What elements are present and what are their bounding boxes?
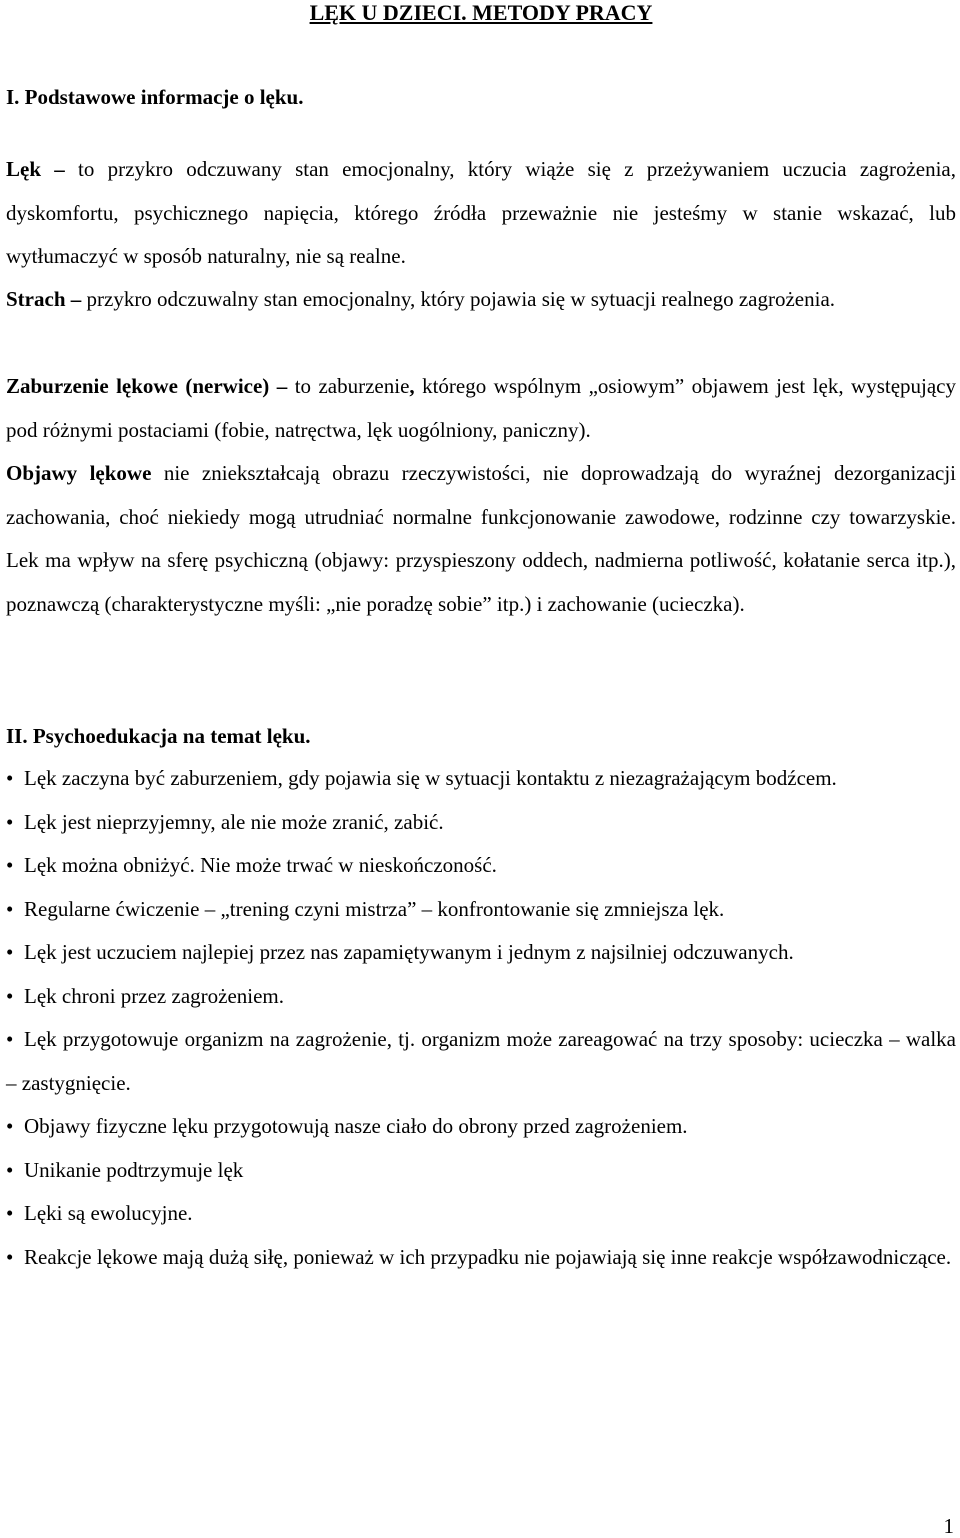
bullet-icon: • (6, 809, 14, 834)
document-title: LĘK U DZIECI. METODY PRACY (309, 0, 653, 25)
bullet-icon: • (6, 1157, 14, 1182)
definition-text: to przykro odczuwany stan emocjonalny, który wiąże się z przeżywaniem uczucia zagrożenia, dyskomfortu, psychicznego napięcia, którego źródła przeważnie nie jesteśmy w stanie wskazać, lub wytłumaczyć w sposób naturalny, nie są realne. (6, 157, 957, 268)
list-item (6, 1018, 956, 1105)
definition-lek (6, 148, 956, 279)
definition-text-before: to zaburzenie (294, 374, 410, 398)
bullet-icon: • (6, 1027, 14, 1051)
list-item (6, 975, 956, 1019)
list-item-text: Lęk jest nieprzyjemny, ale nie może zranić, zabić. (24, 809, 444, 834)
list-item (6, 801, 956, 845)
list-item (6, 931, 956, 975)
definition-objawy-lekowe (6, 452, 956, 626)
definition-text: którego wspólnym „osiowym” objawem jest lęk, występujący pod różnymi postaciami (fobie, natręctwa, lęk uogólniony, paniczny). (6, 374, 956, 442)
list-item-text: Lęk chroni przez zagrożeniem. (24, 983, 285, 1008)
bullet-icon: • (6, 853, 14, 877)
definition-dash (151, 461, 163, 485)
list-item-text: Lęk jest uczuciem najlepiej przez nas zapamiętywanym i jednym z najsilniej odczuwanych. (24, 940, 794, 964)
list-item-text: Lęk można obniżyć. Nie może trwać w nieskończoność. (24, 853, 497, 877)
definition-term: Objawy lękowe (6, 461, 152, 485)
section-heading-psychoeducation: II. Psychoedukacja na temat lęku. (6, 724, 311, 748)
list-item-text: Regularne ćwiczenie – „trening czyni mistrza” – konfrontowanie się zmniejsza lęk. (24, 896, 725, 921)
section-heading-basic-info: I. Podstawowe informacje o lęku. (6, 85, 304, 109)
definition-dash: – (269, 374, 295, 398)
list-item (6, 1192, 956, 1236)
list-item-text: Lęk przygotowuje organizm na zagrożenie, tj. organizm może zareagować na trzy sposoby: ucieczka – walka – zastygnięcie. (6, 1027, 956, 1095)
list-item (6, 1149, 956, 1193)
list-item (6, 757, 956, 801)
definition-text: nie zniekształcają obrazu rzeczywistości, nie doprowadzają do wyraźnej dezorganizacji zachowania, choć niekiedy mogą utrudniać normalne funkcjonowanie zawodowe, rodzinne czy towarzyskie. Lek ma wpływ na sferę psychiczną (objawy: przyspieszony oddech, nadmierna potliwość, kołatanie serca itp.), poznawczą (charakterystyczne myśli: „nie poradzę sobie” itp.) i zachowanie (ucieczka). (6, 461, 957, 616)
list-item-text: Reakcje lękowe mają dużą siłę, ponieważ w ich przypadku nie pojawiają się inne reakcje współzawodniczące. (24, 1244, 952, 1269)
definition-strach (6, 278, 956, 322)
psychoeducation-list (6, 757, 956, 1279)
definition-term: Lęk (6, 157, 42, 181)
list-item-text: Lęk zaczyna być zaburzeniem, gdy pojawia się w sytuacji kontaktu z niezagrażającym bodźcem. (24, 766, 837, 790)
definition-term: Strach (6, 287, 66, 311)
bullet-icon: • (6, 1201, 14, 1225)
bullet-icon: • (6, 940, 14, 964)
definition-text: przykro odczuwalny stan emocjonalny, który pojawia się w sytuacji realnego zagrożenia. (86, 287, 836, 311)
definition-dash: – (41, 157, 79, 181)
bullet-icon: • (6, 766, 14, 790)
definition-dash: – (65, 287, 87, 311)
list-item (6, 1236, 956, 1280)
bullet-icon: • (6, 983, 14, 1008)
list-item-text: Lęki są ewolucyjne. (24, 1201, 193, 1225)
list-item (6, 888, 956, 932)
list-item-text: Objawy fizyczne lęku przygotowują nasze ciało do obrony przed zagrożeniem. (24, 1114, 688, 1138)
list-item (6, 1105, 956, 1149)
bullet-icon: • (6, 1114, 14, 1138)
definition-term: Zaburzenie lękowe (nerwice) (6, 374, 270, 398)
bullet-icon: • (6, 1244, 14, 1269)
definition-comma: , (409, 374, 415, 398)
list-item (6, 844, 956, 888)
list-item-text: Unikanie podtrzymuje lęk (24, 1157, 244, 1182)
definition-zaburzenie-lekowe (6, 365, 956, 452)
page-number: 1 (943, 1514, 954, 1538)
bullet-icon: • (6, 896, 14, 921)
